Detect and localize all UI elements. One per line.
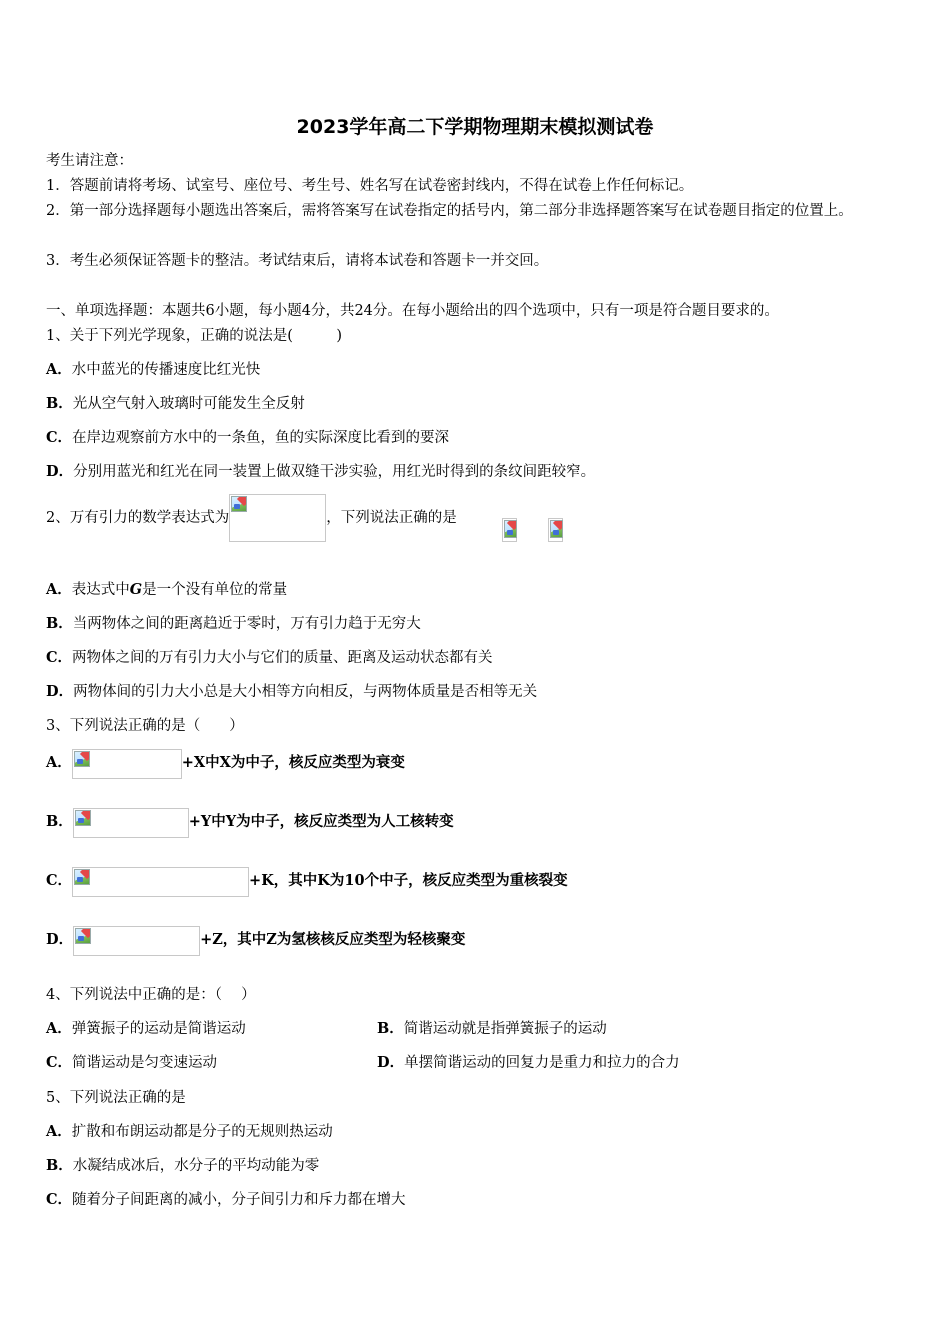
q5-option-c	[46, 1189, 406, 1211]
option-text: 表达式中	[71, 582, 130, 598]
q4-option-c	[46, 1052, 217, 1074]
option-label: A．	[46, 1020, 72, 1037]
notice-heading: 考生请注意：	[46, 153, 133, 169]
q4-option-d	[377, 1052, 680, 1074]
q2-option-b	[46, 613, 421, 635]
option-text: 两物体之间的万有引力大小与它们的质量、距离及运动状态都有关	[72, 650, 493, 666]
option-label: C．	[46, 649, 73, 666]
option-label: D．	[46, 463, 74, 480]
page-title: 2023学年高二下学期物理期末模拟测试卷	[296, 116, 654, 138]
broken-image-icon	[231, 496, 247, 512]
option-text: 水中蓝光的传播速度比红光快	[71, 362, 261, 378]
option-text: 简谐运动是匀变速运动	[72, 1055, 218, 1071]
broken-image-icon	[504, 520, 517, 538]
q5-option-a	[46, 1121, 333, 1143]
q2-option-d	[46, 681, 537, 703]
equation-image-icon	[73, 926, 200, 956]
option-label: D．	[46, 931, 74, 948]
q3-stem: 3、下列说法正确的是（ ）	[46, 718, 244, 734]
q1-option-b	[46, 393, 305, 415]
option-text: +X中X为中子，核反应类型为衰变	[181, 754, 405, 771]
option-text: 随着分子间距离的减小，分子间引力和斥力都在增大	[72, 1192, 406, 1208]
option-label: C．	[46, 872, 73, 889]
option-text: 是一个没有单位的常量	[142, 582, 288, 598]
equation-image-icon	[72, 867, 249, 897]
q4-stem: 4、下列说法中正确的是：（ ）	[46, 987, 256, 1003]
broken-image-icon	[74, 751, 90, 767]
q5-stem: 5、下列说法正确的是	[46, 1090, 186, 1106]
option-label: D．	[377, 1054, 405, 1071]
q2-option-c	[46, 647, 493, 669]
option-label: C．	[46, 429, 73, 446]
q3-option-b	[46, 806, 454, 838]
option-label: B．	[46, 615, 73, 632]
q5-option-b	[46, 1155, 319, 1177]
broken-image-icon	[550, 520, 563, 538]
q1-stem: 1、关于下列光学现象，正确的说法是( )	[46, 328, 343, 344]
q3-option-d	[46, 924, 465, 956]
option-text: 简谐运动就是指弹簧振子的运动	[403, 1021, 607, 1037]
q4-option-b	[377, 1018, 607, 1040]
option-label: A．	[46, 1123, 72, 1140]
option-text: +Y中Y为中子，核反应类型为人工核转变	[188, 813, 454, 830]
q2-stem	[46, 494, 457, 542]
q1-option-c	[46, 427, 449, 449]
q1-option-a	[46, 359, 260, 381]
option-text: 当两物体之间的距离趋近于零时，万有引力趋于无穷大	[72, 616, 421, 632]
option-label: B．	[377, 1020, 404, 1037]
option-label: A．	[46, 581, 72, 598]
formula-image-icon	[229, 494, 326, 542]
option-label: C．	[46, 1191, 73, 1208]
q4-option-a	[46, 1018, 246, 1040]
broken-image-icon	[74, 869, 90, 885]
option-text: 两物体间的引力大小总是大小相等方向相反，与两物体质量是否相等无关	[73, 684, 538, 700]
broken-image-icon	[75, 928, 91, 944]
q2-option-a	[46, 579, 287, 601]
option-text: 扩散和布朗运动都是分子的无规则热运动	[71, 1124, 333, 1140]
option-label: D．	[46, 683, 74, 700]
broken-image-icon	[502, 518, 517, 542]
option-text: 光从空气射入玻璃时可能发生全反射	[72, 396, 305, 412]
q2-stem-part-1: 2、万有引力的数学表达式为	[46, 510, 230, 526]
option-label: B．	[46, 813, 73, 830]
equation-image-icon	[72, 749, 182, 779]
option-label: A．	[46, 361, 72, 378]
q3-option-a	[46, 747, 405, 779]
option-text: +K，其中K为10个中子，核反应类型为重核裂变	[249, 872, 568, 889]
equation-image-icon	[73, 808, 189, 838]
option-text: 分别用蓝光和红光在同一装置上做双缝干涉实验，用红光时得到的条纹间距较窄。	[73, 464, 596, 480]
option-label: C．	[46, 1054, 73, 1071]
notice-item-2: 2．第一部分选择题每小题选出答案后，需将答案写在试卷指定的括号内，第二部分非选择题答案写在试卷题目指定的位置上。	[46, 203, 853, 219]
option-text: 弹簧振子的运动是简谐运动	[71, 1021, 246, 1037]
option-text: 在岸边观察前方水中的一条鱼，鱼的实际深度比看到的要深	[72, 430, 450, 446]
option-label: A．	[46, 754, 72, 771]
option-label: B．	[46, 1157, 73, 1174]
q1-option-d	[46, 461, 595, 483]
broken-image-icon	[548, 518, 563, 542]
broken-image-icon	[75, 810, 91, 826]
notice-item-1: 1．答题前请将考场、试室号、座位号、考生号、姓名写在试卷密封线内，不得在试卷上作任何标记。	[46, 178, 694, 194]
constant-symbol: G	[129, 581, 143, 598]
option-label: B．	[46, 395, 73, 412]
option-text: 单摆简谐运动的回复力是重力和拉力的合力	[404, 1055, 680, 1071]
option-text: 水凝结成冰后，水分子的平均动能为零	[72, 1158, 320, 1174]
q2-stem-part-2: ，下列说法正确的是	[326, 510, 457, 526]
q3-option-c	[46, 865, 568, 897]
notice-item-3: 3．考生必须保证答题卡的整洁。考试结束后，请将本试卷和答题卡一并交回。	[46, 253, 549, 269]
option-text: +Z，其中Z为氢核核反应类型为轻核聚变	[200, 931, 466, 948]
section-heading: 一、单项选择题：本题共6小题，每小题4分，共24分。在每小题给出的四个选项中，只有一项是符合题目要求的。	[46, 303, 779, 319]
